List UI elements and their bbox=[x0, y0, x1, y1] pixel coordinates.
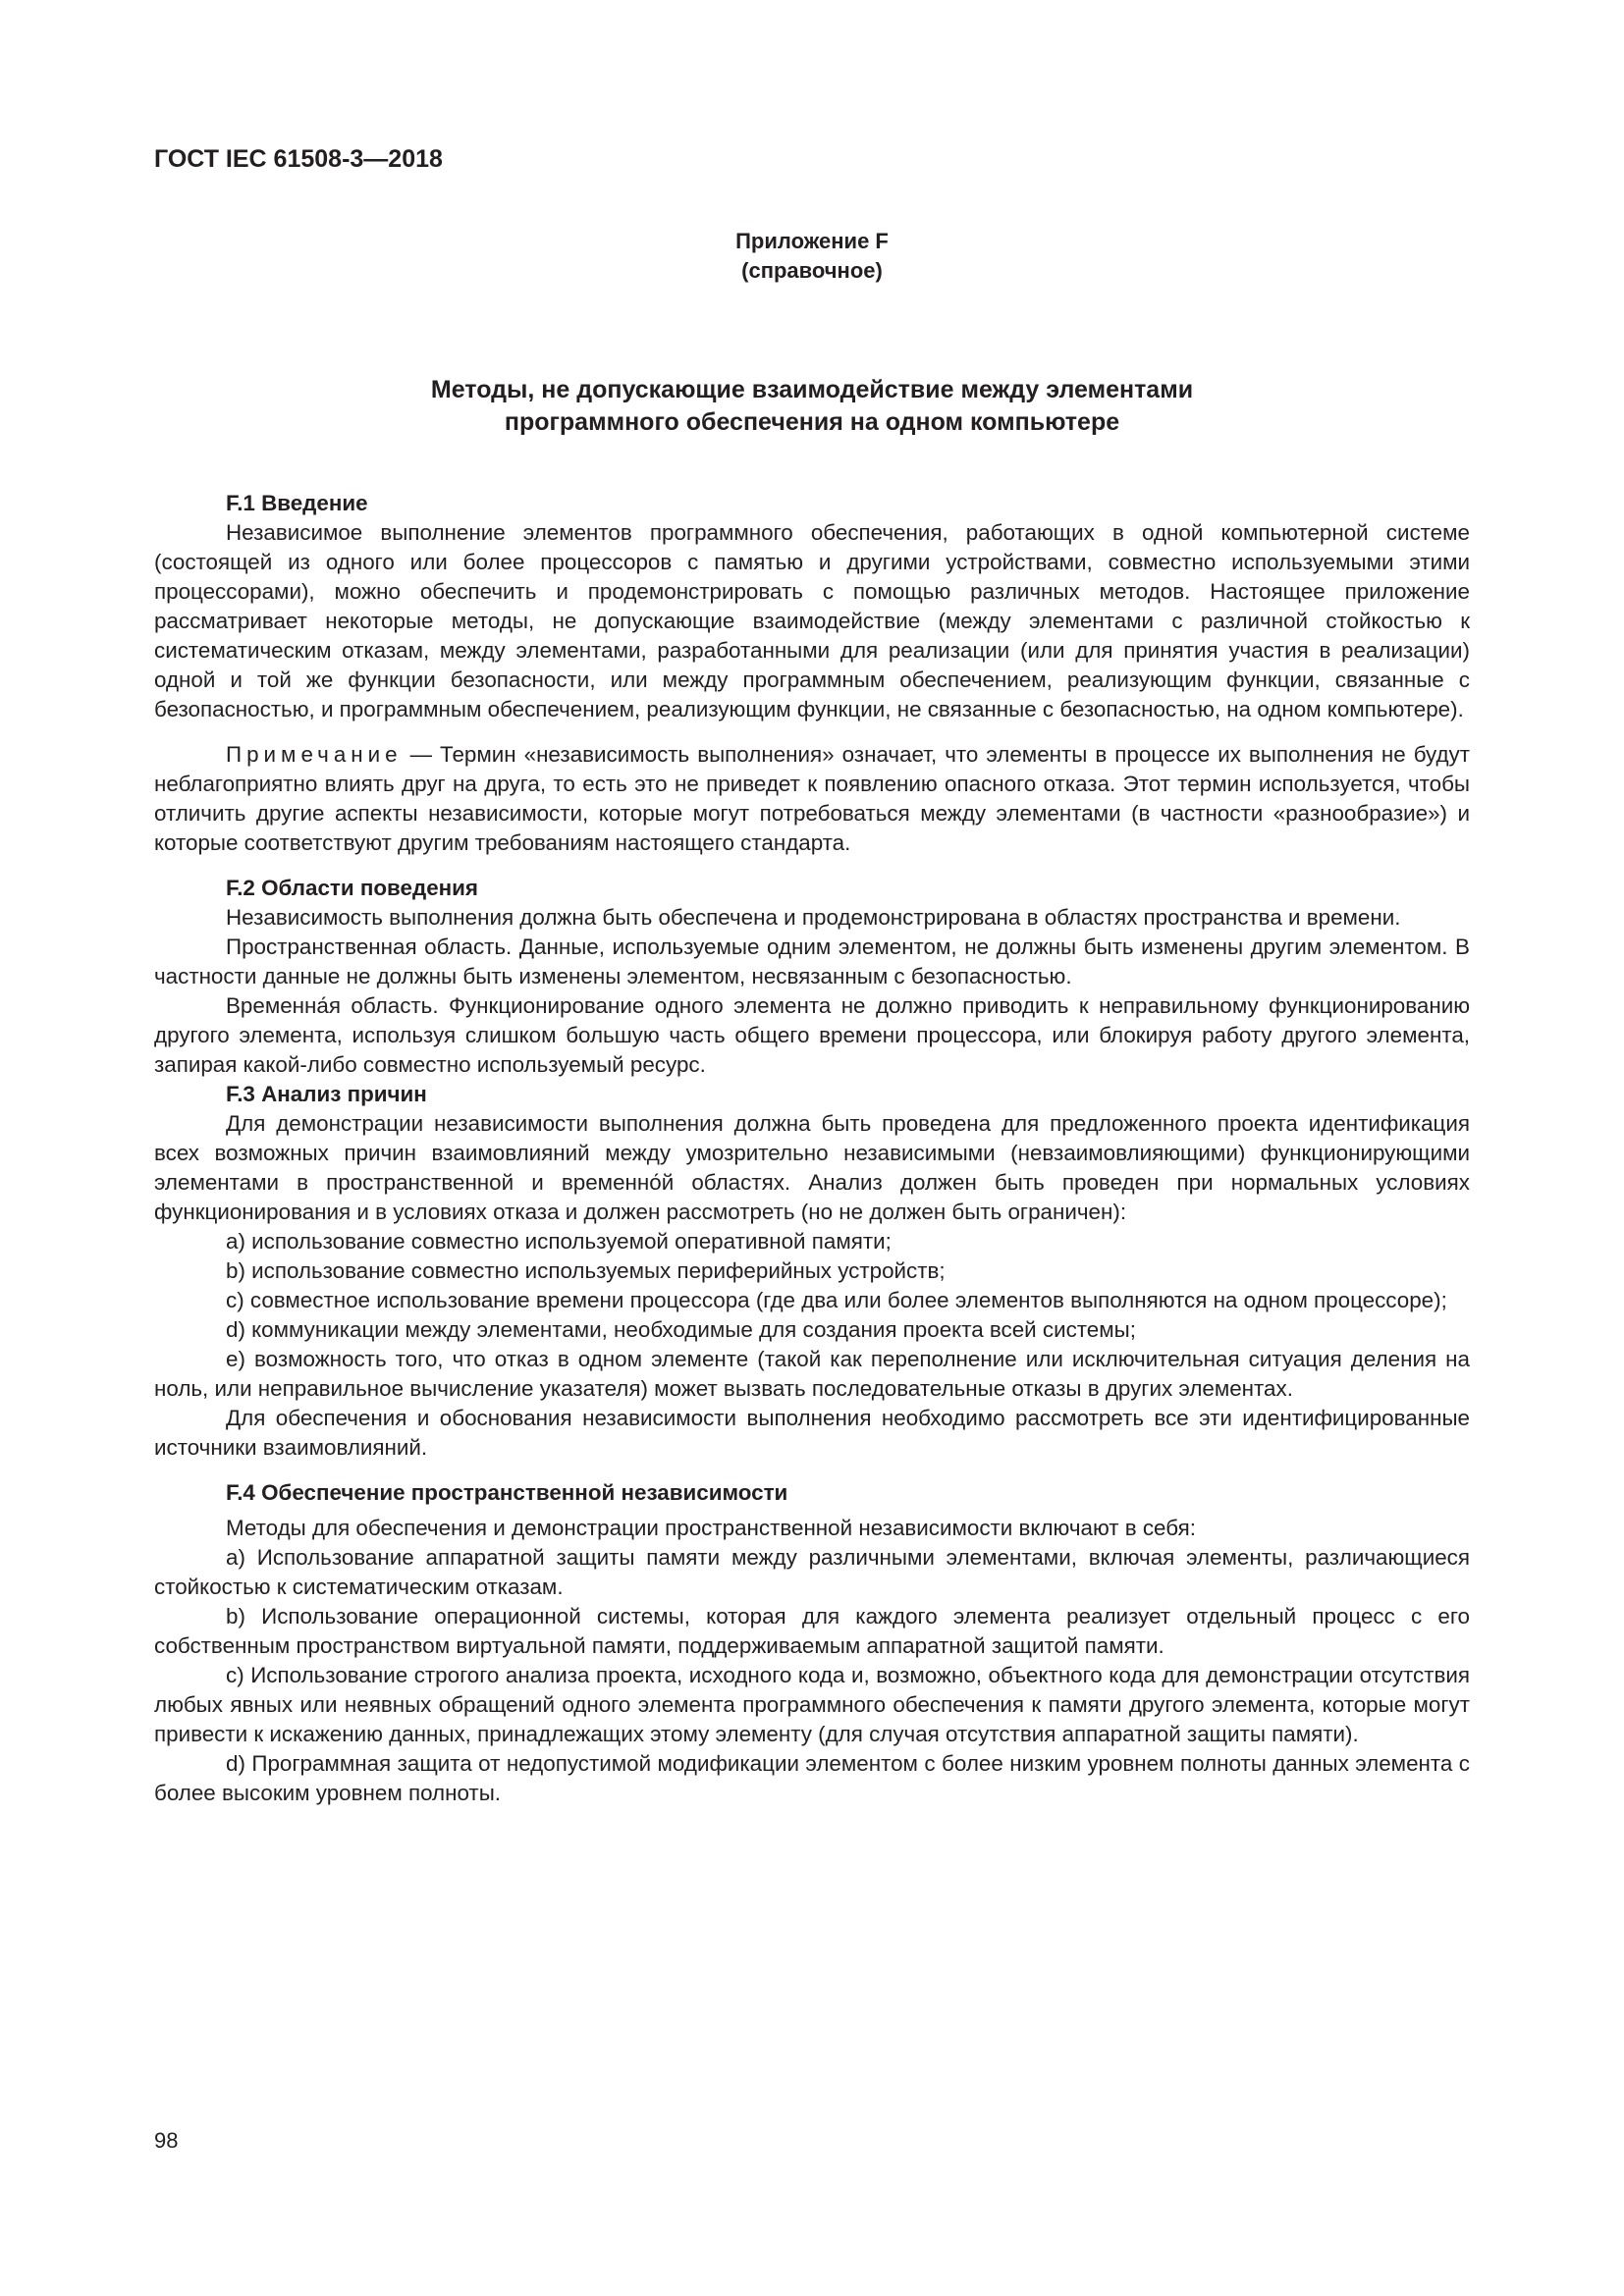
list-item: c) Использование строгого анализа проекта, исходного кода и, возможно, объектного кода для демонстрации отсутствия любых явных или неявных обращений одного элемента программного обеспечения к памяти другого элемента, которые могут привести к искажению данных, принадлежащих этому элементу (для случая отсутствия аппаратной защиты памяти). bbox=[154, 1663, 1470, 1746]
list-item: a) Использование аппаратной защиты памяти между различными элементами, включая элементы, различающиеся стойкостью к систематическим отказам. bbox=[154, 1545, 1470, 1599]
document-body bbox=[154, 489, 1470, 1808]
list-item: e) возможность того, что отказ в одном элементе (такой как переполнение или исключительная ситуация деления на ноль, или неправильное вычисление указателя) может вызвать последовательные отказы в других элементах. bbox=[154, 1347, 1470, 1401]
paragraph: Для демонстрации независимости выполнения должна быть проведена для предложенного проекта идентификация всех возможных причин взаимовлияний между умозрительно независимыми (невзаимовлияющими) функционирующими элементами в пространственной и временно́й областях. Анализ должен быть проведен при нормальных условиях функционирования и в условиях отказа и должен рассмотреть (но не должен быть ограничен): bbox=[154, 1111, 1470, 1224]
paragraph: Временна́я область. Функционирование одного элемента не должно приводить к неправильному функционированию другого элемента, используя слишком большую часть общего времени процессора, или блокируя работу другого элемента, запирая какой-либо совместно используемый ресурс. bbox=[154, 993, 1470, 1077]
note-text: — Термин «независимость выполнения» означает, что элементы в процессе их выполнения не будут неблагоприятно влиять друг на друга, то есть это не приведет к появлению опасного отказа. Этот термин используется, чтобы отличить другие аспекты независимости, которые могут потребоваться между элементами (в частности «разнообразие») и которые соответствуют другим требованиям настоящего стандарта. bbox=[154, 742, 1470, 855]
annex-title-line2: программного обеспечения на одном компьютере bbox=[504, 408, 1120, 436]
section-heading: F.2 Области поведения bbox=[226, 876, 478, 900]
paragraph: Независимость выполнения должна быть обеспечена и продемонстрирована в областях пространства и времени. bbox=[226, 905, 1401, 930]
page-number: 98 bbox=[154, 2128, 179, 2153]
list-item: c) совместное использование времени процессора (где два или более элементов выполняются на одном процессоре); bbox=[226, 1288, 1447, 1312]
section-heading: F.1 Введение bbox=[226, 491, 368, 515]
annex-title bbox=[0, 374, 1624, 439]
note bbox=[154, 740, 1470, 858]
note-label: Примечание bbox=[226, 742, 403, 767]
list-item: d) коммуникации между элементами, необходимые для создания проекта всей системы; bbox=[226, 1317, 1136, 1342]
list-item: a) использование совместно используемой оперативной памяти; bbox=[226, 1229, 892, 1254]
section-heading: F.4 Обеспечение пространственной независимости bbox=[226, 1480, 788, 1505]
annex-title-line1: Методы, не допускающие взаимодействие между элементами bbox=[430, 376, 1194, 403]
document-header: ГОСТ IEC 61508-3—2018 bbox=[154, 145, 443, 173]
annex-label: Приложение F bbox=[735, 229, 889, 253]
list-item: d) Программная защита от недопустимой модификации элементом с более низким уровнем полноты данных элемента с более высоким уровнем полноты. bbox=[154, 1751, 1470, 1805]
list-item: b) Использование операционной системы, которая для каждого элемента реализует отдельный процесс с его собственным пространством виртуальной памяти, поддерживаемым аппаратной защитой памяти. bbox=[154, 1604, 1470, 1658]
paragraph: Независимое выполнение элементов программного обеспечения, работающих в одной компьютерной системе (состоящей из одного или более процессоров с памятью и другими устройствами, совместно используемыми этими процессорами), можно обеспечить и продемонстрировать с помощью различных методов. Настоящее приложение рассматривает некоторые методы, не допускающие взаимодействие (между элементами с различной стойкостью к систематическим отказам, между элементами, разработанными для реализации (или для принятия участия в реализации) одной и той же функции безопасности, или между программным обеспечением, реализующим функции, связанные с безопасностью, и программным обеспечением, реализующим функции, не связанные с безопасностью, на одном компьютере). bbox=[154, 520, 1470, 721]
section-heading: F.3 Анализ причин bbox=[226, 1082, 427, 1106]
list-item: b) использование совместно используемых периферийных устройств; bbox=[226, 1258, 946, 1283]
paragraph: Методы для обеспечения и демонстрации пространственной независимости включают в себя: bbox=[226, 1516, 1196, 1540]
paragraph: Пространственная область. Данные, используемые одним элементом, не должны быть изменены другим элементом. В частности данные не должны быть изменены элементом, несвязанным с безопасностью. bbox=[154, 934, 1470, 988]
annex-type: (справочное) bbox=[741, 258, 883, 283]
paragraph: Для обеспечения и обоснования независимости выполнения необходимо рассмотреть все эти идентифицированные источники взаимовлияний. bbox=[154, 1406, 1470, 1460]
